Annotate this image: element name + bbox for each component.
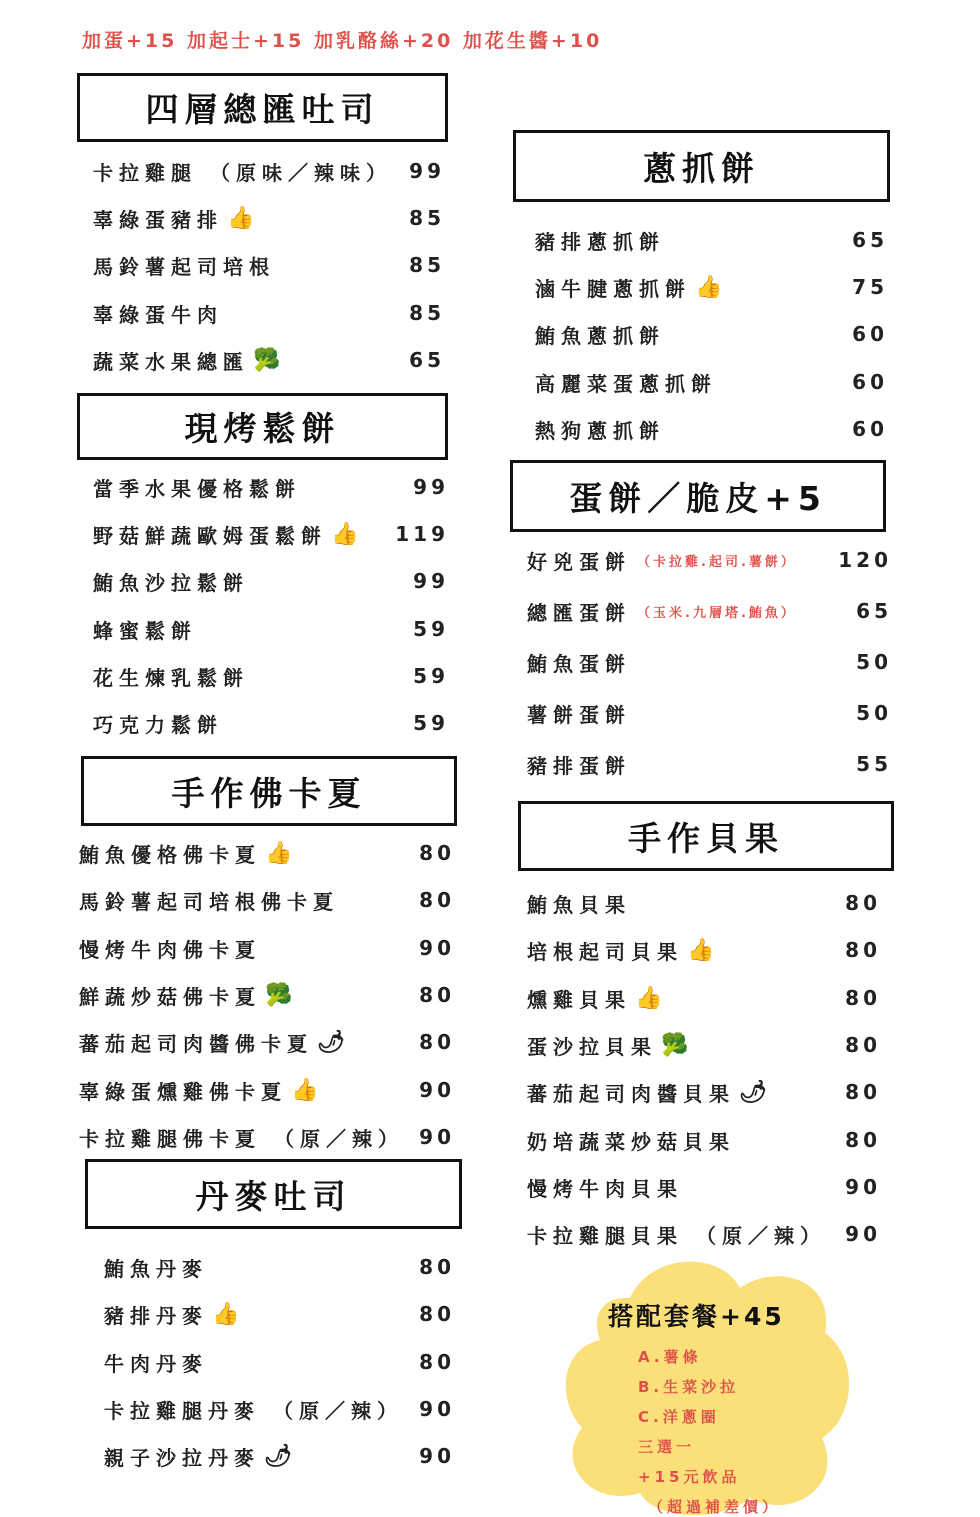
menu-item-name-wrap: [93, 709, 413, 738]
menu-item: [104, 1394, 455, 1424]
menu-item: [93, 203, 445, 233]
menu-item-price: 90: [419, 936, 455, 960]
thumbs-up-icon: 👍: [687, 937, 715, 963]
menu-item-name: 慢烤牛肉佛卡夏: [79, 937, 261, 962]
menu-item-name: 野菇鮮蔬歐姆蛋鬆餅: [93, 523, 327, 548]
menu-item-name: 鮪魚蛋餅: [527, 651, 631, 676]
menu-item: [93, 566, 449, 596]
menu-item-price: 80: [419, 1350, 455, 1374]
broccoli-icon: 🥦: [253, 347, 281, 373]
menu-item-name-wrap: [79, 886, 419, 915]
menu-item-price: 90: [419, 1444, 455, 1468]
menu-item-price: 65: [856, 599, 892, 623]
menu-item-name-wrap: [79, 981, 419, 1010]
section-title-focaccia: 手作佛卡夏: [81, 756, 457, 826]
menu-item-name-wrap: [527, 597, 856, 626]
menu-item-price: 80: [419, 983, 455, 1007]
menu-item-name: 蛋沙拉貝果: [527, 1034, 657, 1059]
menu-item-name: 花生煉乳鬆餅: [93, 665, 249, 690]
menu-item-name: 鮪魚沙拉鬆餅: [93, 570, 249, 595]
menu-item-name-wrap: [93, 567, 413, 596]
menu-item-price: 65: [852, 228, 888, 252]
menu-item: [535, 225, 888, 255]
menu-item: [93, 614, 449, 644]
menu-item-name: 培根起司貝果: [527, 939, 683, 964]
menu-item-name-wrap: [527, 648, 856, 677]
menu-item-name-wrap: [535, 273, 852, 302]
chili-pepper-icon: 🌶: [317, 1029, 345, 1055]
menu-item-name-wrap: [527, 936, 845, 965]
broccoli-icon: 🥦: [265, 982, 293, 1008]
menu-item-name-wrap: [93, 251, 409, 280]
menu-item-price: 90: [419, 1078, 455, 1102]
menu-item-note: （玉米.九層塔.鮪魚）: [637, 605, 797, 621]
thumbs-up-icon: 👍: [331, 521, 359, 547]
menu-item: [79, 838, 455, 868]
menu-item: [527, 698, 892, 728]
menu-item-price: 75: [852, 275, 888, 299]
menu-item-name-wrap: [535, 368, 852, 397]
menu-item-name-wrap: [527, 699, 856, 728]
menu-item-name: 卡拉雞腿貝果 （原／辣）: [527, 1223, 826, 1248]
menu-item: [527, 545, 892, 575]
menu-item-price: 80: [845, 986, 881, 1010]
menu-item-name: 牛肉丹麥: [104, 1351, 208, 1376]
combo-option: A.薯條: [638, 1348, 702, 1366]
menu-item-price: 55: [856, 752, 892, 776]
menu-item-name: 滷牛腱蔥抓餅: [535, 276, 691, 301]
menu-item-name-wrap: [79, 1076, 419, 1105]
menu-item-price: 80: [845, 1128, 881, 1152]
menu-item: [527, 935, 881, 965]
menu-item-name: 卡拉雞腿 （原味／辣味）: [93, 160, 392, 185]
menu-item-name: 總匯蛋餅: [527, 600, 631, 625]
menu-item-price: 85: [409, 206, 445, 230]
menu-item-name-wrap: [104, 1253, 419, 1282]
addons-line: 加蛋+15 加起士+15 加乳酪絲+20 加花生醬+10: [82, 30, 603, 52]
menu-item-price: 85: [409, 253, 445, 277]
menu-item-price: 99: [413, 569, 449, 593]
menu-item-price: 60: [852, 417, 888, 441]
menu-item-price: 60: [852, 322, 888, 346]
menu-item-name-wrap: [527, 1031, 845, 1060]
menu-item-price: 80: [845, 891, 881, 915]
section-title-scallion: 蔥抓餅: [513, 130, 890, 202]
section-title-eggroll: 蛋餅／脆皮+5: [510, 460, 886, 532]
menu-item: [93, 298, 445, 328]
menu-item-price: 80: [845, 938, 881, 962]
menu-item: [93, 156, 445, 186]
menu-item-name-wrap: [104, 1300, 419, 1329]
menu-item-name: 高麗菜蛋蔥抓餅: [535, 371, 717, 396]
menu-item-name-wrap: [527, 1126, 845, 1155]
menu-item-price: 50: [856, 650, 892, 674]
menu-item-name: 好兇蛋餅: [527, 549, 631, 574]
menu-item: [527, 1125, 881, 1155]
chili-pepper-icon: 🌶: [264, 1443, 292, 1469]
menu-item: [93, 661, 449, 691]
menu-item-name: 熱狗蔥抓餅: [535, 418, 665, 443]
menu-item-name: 辜綠蛋豬排: [93, 207, 223, 232]
menu-item-name: 蕃茄起司肉醬貝果: [527, 1081, 735, 1106]
menu-item-name: 馬鈴薯起司培根佛卡夏: [79, 889, 339, 914]
menu-item-name: 辜綠蛋燻雞佛卡夏: [79, 1079, 287, 1104]
menu-item: [104, 1252, 455, 1282]
menu-item-name-wrap: [93, 520, 395, 549]
thumbs-up-icon: 👍: [227, 205, 255, 231]
menu-item-price: 80: [419, 841, 455, 865]
menu-item: [79, 1075, 455, 1105]
menu-item-name: 慢烤牛肉貝果: [527, 1176, 683, 1201]
menu-item: [527, 1172, 881, 1202]
menu-item: [535, 414, 888, 444]
menu-item: [79, 1122, 455, 1152]
menu-item-name-wrap: [93, 299, 409, 328]
menu-item-name-wrap: [104, 1442, 419, 1471]
menu-item-price: 80: [845, 1080, 881, 1104]
combo-option: C.洋蔥圈: [638, 1408, 720, 1426]
thumbs-up-icon: 👍: [291, 1077, 319, 1103]
menu-item-price: 80: [419, 1255, 455, 1279]
menu-item-name-wrap: [79, 839, 419, 868]
menu-item-name: 當季水果優格鬆餅: [93, 476, 301, 501]
menu-item: [79, 980, 455, 1010]
menu-item-price: 119: [395, 522, 449, 546]
menu-item-name: 馬鈴薯起司培根: [93, 254, 275, 279]
broccoli-icon: 🥦: [661, 1032, 689, 1058]
section-title-toast: 四層總匯吐司: [77, 73, 448, 142]
thumbs-up-icon: 👍: [265, 840, 293, 866]
menu-item-price: 85: [409, 301, 445, 325]
menu-item-name: 薯餅蛋餅: [527, 702, 631, 727]
thumbs-up-icon: 👍: [212, 1301, 240, 1327]
menu-item-name: 鮪魚優格佛卡夏: [79, 842, 261, 867]
menu-item: [535, 367, 888, 397]
menu-item: [104, 1299, 455, 1329]
menu-item: [527, 749, 892, 779]
menu-item-price: 90: [419, 1125, 455, 1149]
menu-item-name-wrap: [104, 1395, 419, 1424]
menu-item: [93, 472, 449, 502]
menu-item-name: 鮪魚丹麥: [104, 1256, 208, 1281]
combo-option: （超過補差價）: [648, 1498, 782, 1516]
section-title-bagel: 手作貝果: [518, 801, 894, 871]
menu-item: [527, 1219, 881, 1249]
combo-option: +15元飲品: [638, 1468, 741, 1486]
menu-item-price: 99: [409, 159, 445, 183]
menu-item-price: 80: [419, 1302, 455, 1326]
menu-item: [527, 983, 881, 1013]
menu-item-name: 卡拉雞腿丹麥 （原／辣）: [104, 1398, 403, 1423]
menu-item-price: 80: [845, 1033, 881, 1057]
menu-item-name: 燻雞貝果: [527, 987, 631, 1012]
menu-item: [79, 933, 455, 963]
menu-item-name-wrap: [93, 662, 413, 691]
menu-item-name-wrap: [93, 157, 409, 186]
menu-item-name: 豬排蛋餅: [527, 753, 631, 778]
menu-item-name-wrap: [93, 204, 409, 233]
menu-item-name: 鮪魚蔥抓餅: [535, 323, 665, 348]
menu-item-name: 辜綠蛋牛肉: [93, 302, 223, 327]
menu-item-name-wrap: [527, 1220, 845, 1249]
menu-item-name-wrap: [527, 1078, 845, 1107]
menu-item-name-wrap: [79, 1028, 419, 1057]
menu-item-name-wrap: [79, 934, 419, 963]
menu-item-name-wrap: [93, 473, 413, 502]
menu-item-price: 80: [419, 888, 455, 912]
combo-option: B.生菜沙拉: [638, 1378, 740, 1396]
menu-item: [527, 596, 892, 626]
menu-item-price: 80: [419, 1030, 455, 1054]
menu-item-name: 豬排丹麥: [104, 1303, 208, 1328]
combo-title: 搭配套餐+45: [608, 1302, 785, 1331]
thumbs-up-icon: 👍: [635, 985, 663, 1011]
menu-item-name-wrap: [527, 984, 845, 1013]
menu-item: [93, 708, 449, 738]
menu-item-price: 59: [413, 711, 449, 735]
menu-item-name-wrap: [527, 546, 838, 575]
menu-item: [93, 519, 449, 549]
menu-item: [79, 885, 455, 915]
menu-item-note: （卡拉雞.起司.薯餅）: [637, 554, 797, 570]
menu-item: [527, 647, 892, 677]
menu-item: [527, 888, 881, 918]
menu-item-name: 鮪魚貝果: [527, 892, 631, 917]
menu-item: [535, 319, 888, 349]
menu-item-price: 65: [409, 348, 445, 372]
menu-item-name: 蜂蜜鬆餅: [93, 618, 197, 643]
menu-item-name: 親子沙拉丹麥: [104, 1445, 260, 1470]
menu-item-price: 90: [845, 1175, 881, 1199]
menu-item: [527, 1077, 881, 1107]
menu-item-name-wrap: [535, 415, 852, 444]
menu-item: [79, 1027, 455, 1057]
thumbs-up-icon: 👍: [695, 274, 723, 300]
menu-item-price: 59: [413, 664, 449, 688]
combo-option: 三選一: [638, 1438, 696, 1456]
menu-item-name-wrap: [93, 615, 413, 644]
menu-item: [104, 1347, 455, 1377]
menu-item-name: 奶培蔬菜炒菇貝果: [527, 1129, 735, 1154]
menu-item-name-wrap: [79, 1123, 419, 1152]
menu-item: [104, 1441, 455, 1471]
chili-pepper-icon: 🌶: [739, 1079, 767, 1105]
menu-item: [535, 272, 888, 302]
menu-item-name: 鮮蔬炒菇佛卡夏: [79, 984, 261, 1009]
menu-item: [93, 250, 445, 280]
section-title-danish: 丹麥吐司: [85, 1159, 462, 1229]
menu-item-price: 120: [838, 548, 892, 572]
menu-item-name: 卡拉雞腿佛卡夏 （原／辣）: [79, 1126, 404, 1151]
menu-item-price: 90: [419, 1397, 455, 1421]
section-title-muffin: 現烤鬆餅: [77, 393, 448, 460]
menu-item: [527, 1030, 881, 1060]
menu-item-name-wrap: [527, 750, 856, 779]
menu-item-name-wrap: [527, 889, 845, 918]
menu-item-name-wrap: [93, 346, 409, 375]
menu-item-price: 99: [413, 475, 449, 499]
menu-item-price: 59: [413, 617, 449, 641]
menu-item-name: 蔬菜水果總匯: [93, 349, 249, 374]
menu-item-price: 60: [852, 370, 888, 394]
menu-item-name-wrap: [535, 226, 852, 255]
menu-item-name: 蕃茄起司肉醬佛卡夏: [79, 1031, 313, 1056]
menu-item-name-wrap: [104, 1348, 419, 1377]
menu-item-name: 巧克力鬆餅: [93, 712, 223, 737]
menu-item-price: 90: [845, 1222, 881, 1246]
menu-item: [93, 345, 445, 375]
menu-item-price: 50: [856, 701, 892, 725]
menu-item-name: 豬排蔥抓餅: [535, 229, 665, 254]
menu-item-name-wrap: [527, 1173, 845, 1202]
menu-item-name-wrap: [535, 320, 852, 349]
